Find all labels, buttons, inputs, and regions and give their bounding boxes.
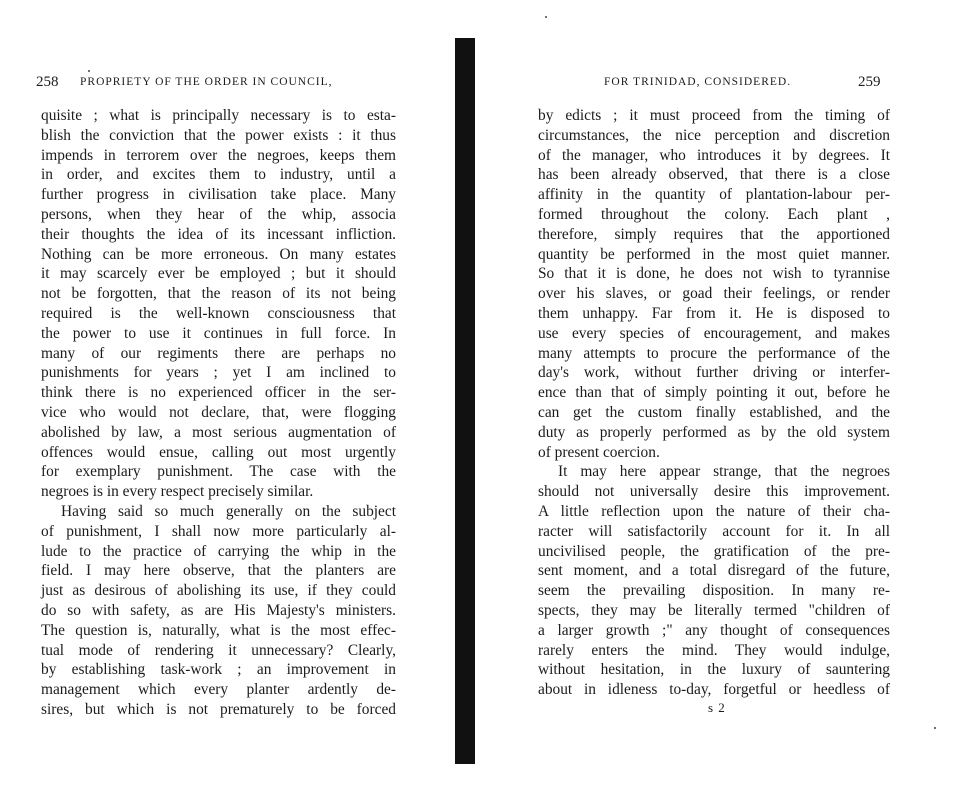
text-line: do so with safety, as are His Majesty's ministers.: [41, 601, 396, 619]
text-line: of present coercion.: [538, 443, 660, 461]
text-line: ence than that of simply pointing it out, before he: [538, 384, 890, 402]
text-line: Nothing can be more erroneous. On many estates: [41, 245, 396, 263]
page-number-right: 259: [858, 74, 881, 90]
text-line: use every species of encouragement, and makes: [538, 324, 890, 342]
text-line: without hesitation, in the luxury of sauntering: [538, 661, 890, 679]
text-line: of punishment, I shall now more particularly al-: [41, 522, 396, 540]
text-line: further progress in civilisation take place. Many: [41, 186, 396, 204]
text-line: by edicts ; it must proceed from the timing of: [538, 107, 890, 124]
text-line: by establishing task-work ; an improvement in: [41, 661, 396, 679]
text-line: management which every planter ardently de-: [41, 681, 396, 699]
page-number-left: 258: [36, 74, 59, 90]
text-line: vice who would not declare, that, were flogging: [41, 403, 396, 421]
text-line: their thoughts the idea of its incessant infliction.: [41, 225, 396, 243]
paper-speck: [88, 70, 90, 72]
text-line: sent moment, and a total disregard of the future,: [538, 562, 890, 580]
text-line: should not universally desire this improvement.: [538, 483, 890, 501]
left-page: [0, 0, 455, 802]
text-line: many of our regiments there are perhaps no: [41, 344, 396, 362]
text-line: quantity be performed in the most quiet manner.: [538, 245, 890, 263]
right-page: [462, 0, 980, 802]
text-line: tual mode of rendering it unnecessary? Clearly,: [41, 641, 396, 659]
text-line: blish the conviction that the power exists : it thus: [41, 126, 396, 144]
text-line: in order, and excites them to industry, until a: [41, 166, 396, 184]
text-line: The question is, naturally, what is the most effec-: [41, 621, 396, 639]
text-line: them unhappy. Far from it. He is disposed to: [538, 304, 890, 322]
text-line: seem the prevailing disposition. In many re-: [538, 582, 890, 600]
text-line: the power to use it continues in full force. In: [41, 324, 396, 342]
text-line: just as desirous of abolishing its use, if they could: [41, 582, 396, 600]
text-line: rarely enters the mind. They would indulge,: [538, 641, 890, 659]
text-line: A little reflection upon the nature of their cha-: [538, 502, 890, 520]
text-line: impends in terrorem over the negroes, keeps them: [41, 146, 396, 164]
text-line: duty as properly performed as by the old system: [538, 423, 890, 441]
text-line: a larger growth ;" any thought of consequences: [538, 621, 890, 639]
text-line: It may here appear strange, that the negroes: [558, 463, 890, 481]
text-line: not be forgotten, that the reason of its not being: [41, 285, 396, 303]
text-line: day's work, without further driving or interfer-: [538, 364, 890, 382]
text-line: for exemplary punishment. The case with the: [41, 463, 396, 481]
text-line: required is the well-known consciousness that: [41, 304, 396, 322]
text-line: can get the custom finally established, and the: [538, 403, 890, 421]
text-line: many attempts to procure the performance of the: [538, 344, 890, 362]
paper-speck: [934, 727, 936, 729]
text-line: So that it is done, he does not wish to tyrannise: [538, 265, 890, 283]
text-line: has been already observed, that there is a close: [538, 166, 890, 184]
text-line: about in idleness to-day, forgetful or heedless of: [538, 681, 890, 699]
text-line: over his slaves, or goad their feelings, or render: [538, 285, 890, 303]
text-line: persons, when they hear of the whip, associa: [41, 205, 396, 223]
text-line: Having said so much generally on the subject: [61, 502, 396, 520]
text-line: field. I may here observe, that the planters are: [41, 562, 396, 580]
text-line: therefore, simply requires that the apportioned: [538, 225, 890, 243]
text-line: spects, they may be literally termed "children of: [538, 601, 890, 619]
signature-mark: s 2: [708, 700, 726, 715]
text-line: it may scarcely ever be employed ; but it should: [41, 265, 396, 283]
text-line: think there is no experienced officer in the ser-: [41, 384, 396, 402]
text-line: offences would ensue, calling out most urgently: [41, 443, 396, 461]
text-line: negroes is in every respect precisely similar.: [41, 483, 314, 501]
left-page-text: [41, 106, 396, 720]
text-line: of the manager, who introduces it by degrees. It: [538, 146, 890, 164]
paper-speck: [545, 16, 547, 18]
text-line: lude to the practice of carrying the whip in the: [41, 542, 396, 560]
text-line: sires, but which is not prematurely to be forced: [41, 700, 396, 718]
right-page-text: [538, 106, 890, 700]
running-head-right: FOR TRINIDAD, CONSIDERED.: [604, 76, 792, 88]
text-line: uncivilised people, the gratification of the pre-: [538, 542, 890, 560]
text-line: affinity in the quantity of plantation-labour per-: [538, 186, 890, 204]
text-line: formed throughout the colony. Each plant ,: [538, 205, 890, 223]
text-line: abolished by law, a most serious augmentation of: [41, 423, 396, 441]
text-line: circumstances, the nice perception and discretion: [538, 126, 890, 144]
text-line: racter will satisfactorily account for it. In all: [538, 522, 890, 540]
text-line: quisite ; what is principally necessary is to esta-: [41, 107, 396, 124]
text-line: punishments for years ; yet I am inclined to: [41, 364, 396, 382]
running-head-left: PROPRIETY OF THE ORDER IN COUNCIL,: [80, 76, 333, 88]
